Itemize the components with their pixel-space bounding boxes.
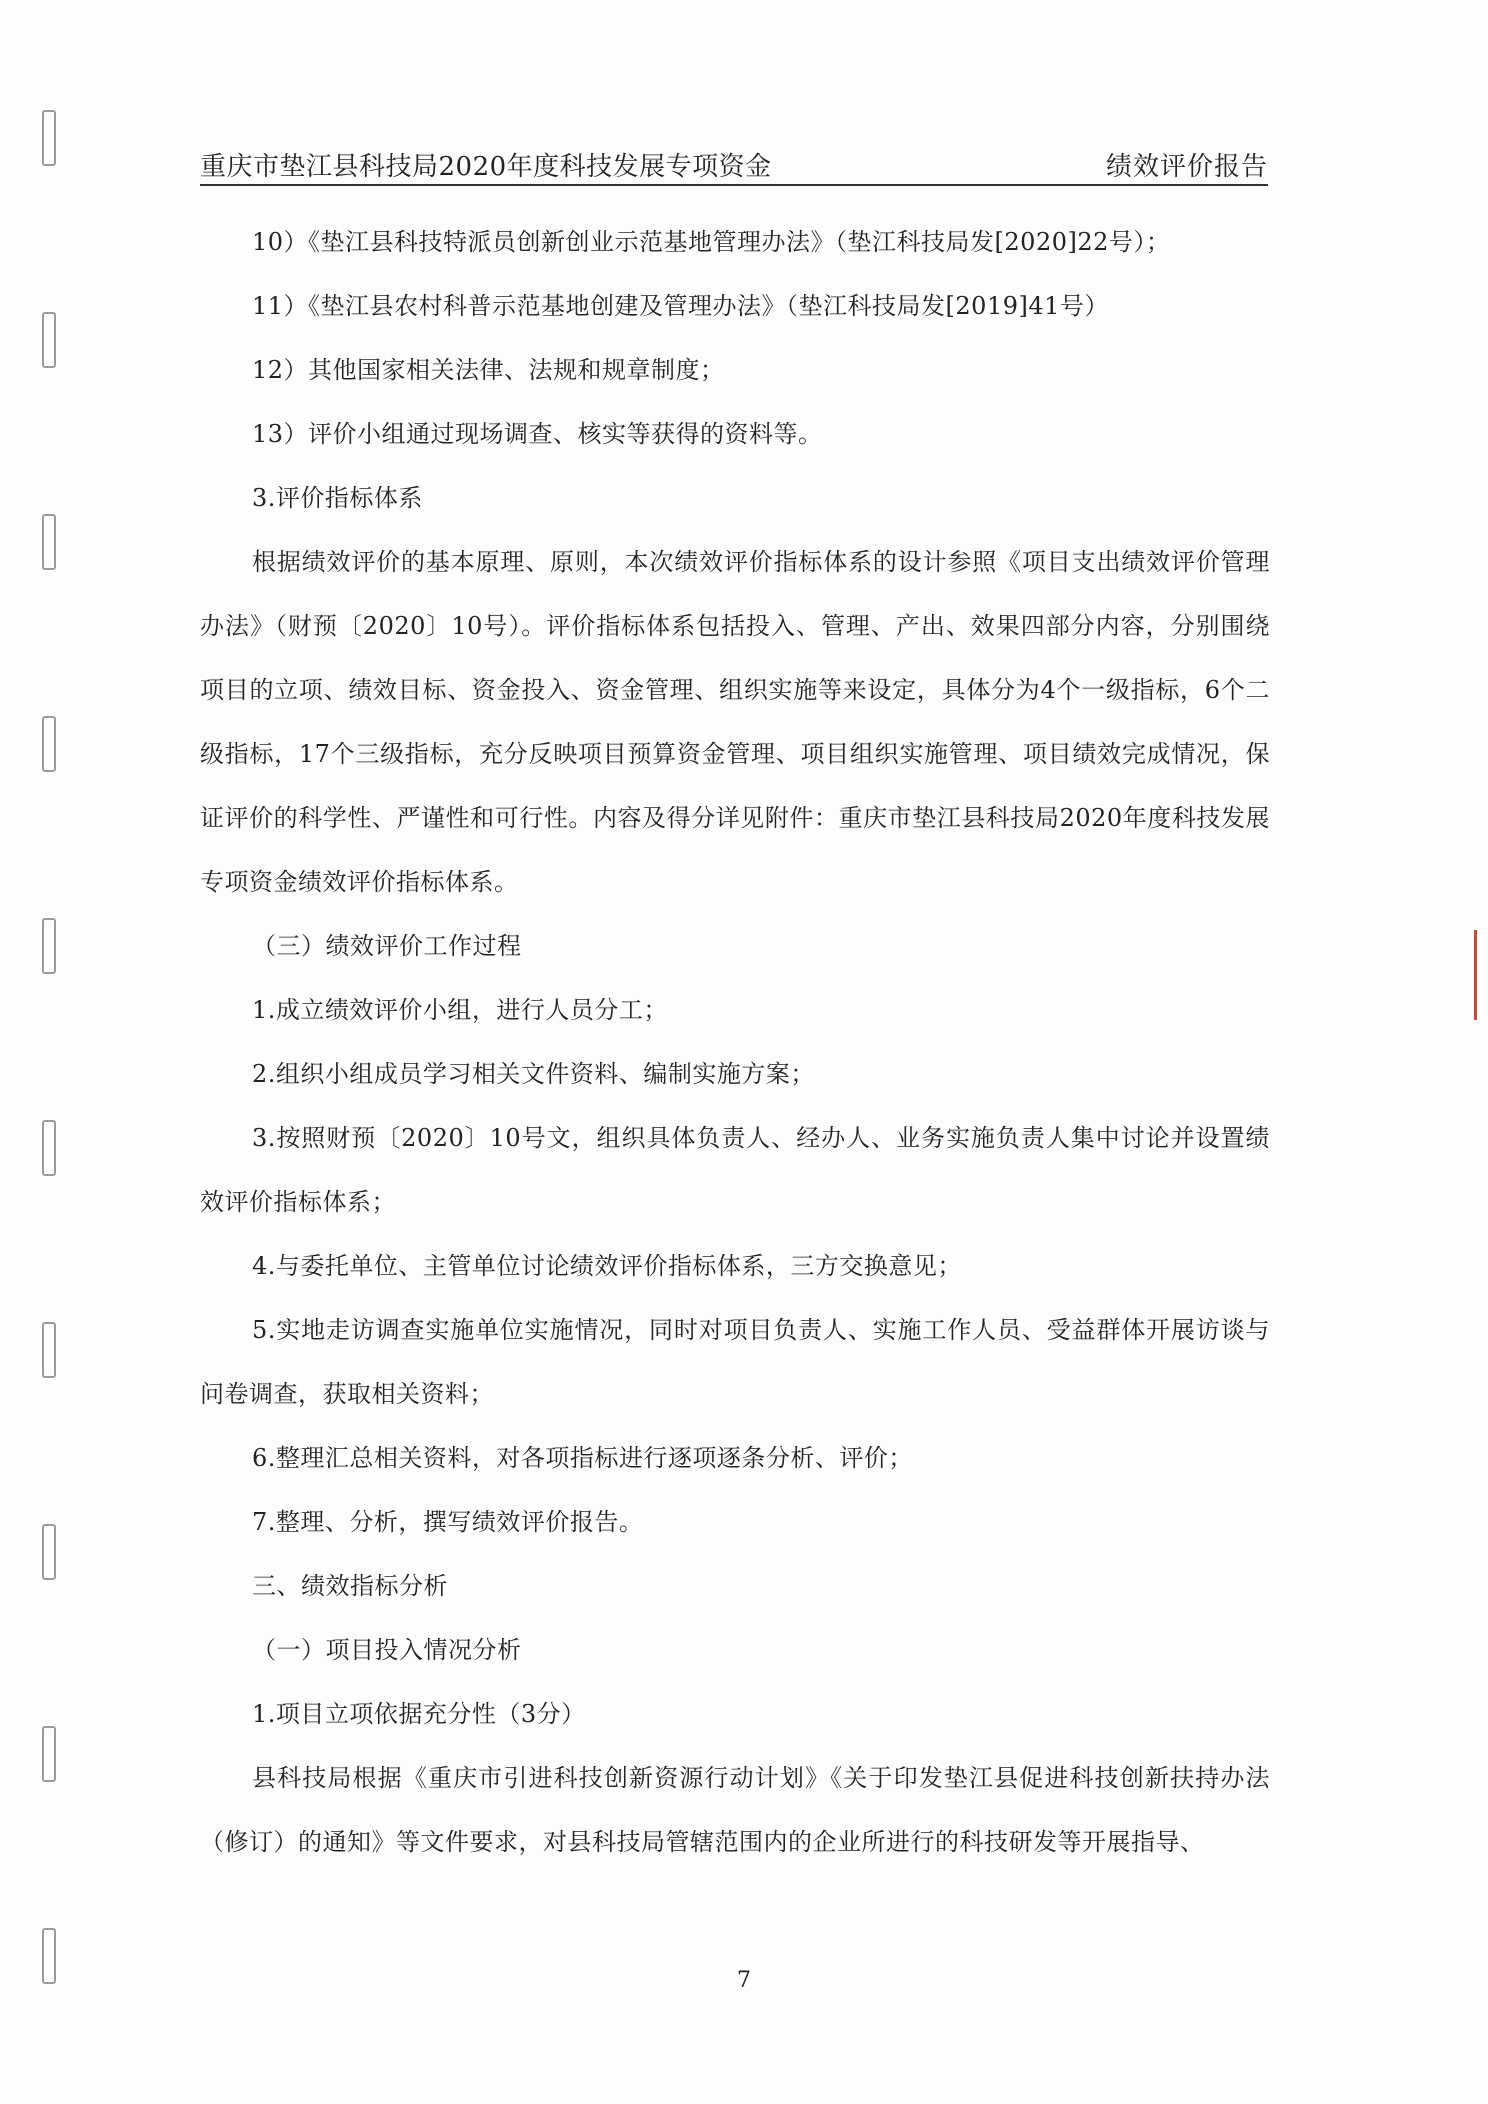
list-item: 3.按照财预〔2020〕10号文，组织具体负责人、经办人、业务实施负责人集中讨论并设置绩效评价指标体系； [200,1124,1270,1216]
section-heading: 三、绩效指标分析 [252,1572,448,1600]
paragraph: 11）《垫江县农村科普示范基地创建及管理办法》（垫江科技局发[2019]41号） [252,292,1109,320]
page-header [200,142,1268,186]
binding-hole-mark [42,1524,56,1580]
binding-hole-mark [42,1726,56,1782]
seal-edge-mark [1474,930,1477,1020]
binding-hole-mark [42,110,56,166]
binding-hole-mark [42,1120,56,1176]
list-item: 1.成立绩效评价小组，进行人员分工； [252,996,668,1024]
list-item: 6.整理汇总相关资料，对各项指标进行逐项逐条分析、评价； [252,1444,913,1472]
header-report-type: 绩效评价报告 [1105,152,1268,182]
list-item: 2.组织小组成员学习相关文件资料、编制实施方案； [252,1060,815,1088]
binding-hole-mark [42,1322,56,1378]
binding-hole-mark [42,312,56,368]
list-item: 5.实地走访调查实施单位实施情况，同时对项目负责人、实施工作人员、受益群体开展访谈与问卷调查，获取相关资料； [200,1316,1270,1408]
list-item: 4.与委托单位、主管单位讨论绩效评价指标体系，三方交换意见； [252,1252,962,1280]
section-heading: （一）项目投入情况分析 [252,1636,522,1664]
paragraph: 根据绩效评价的基本原理、原则，本次绩效评价指标体系的设计参照《项目支出绩效评价管理办法》（财预〔2020〕10号）。评价指标体系包括投入、管理、产出、效果四部分内容，分别围绕项目的立项、绩效目标、资金投入、资金管理、组织实施等来设定，具体分为4个一级指标，6个二级指标，17个三级指标，充分反映项目预算资金管理、项目组织实施管理、项目绩效完成情况，保证评价的科学性、严谨性和可行性。内容及得分详见附件：重庆市垫江县科技局2020年度科技发展专项资金绩效评价指标体系。 [200,548,1270,896]
binding-hole-mark [42,514,56,570]
body-text [200,210,1270,1874]
list-item: 7.整理、分析，撰写绩效评价报告。 [252,1508,644,1536]
paragraph: 县科技局根据《重庆市引进科技创新资源行动计划》《关于印发垫江县促进科技创新扶持办法（修订）的通知》等文件要求，对县科技局管辖范围内的企业所进行的科技研发等开展指导、 [200,1764,1270,1856]
binding-hole-mark [42,918,56,974]
binding-hole-mark [42,716,56,772]
header-title: 重庆市垫江县科技局2020年度科技发展专项资金 [200,152,772,182]
section-heading: 1.项目立项依据充分性（3分） [252,1700,586,1728]
paragraph: 10）《垫江县科技特派员创新创业示范基地管理办法》（垫江科技局发[2020]22号）； [252,228,1171,256]
page-number: 7 [737,1968,751,1993]
section-heading: （三）绩效评价工作过程 [252,932,522,960]
paragraph: 13）评价小组通过现场调查、核实等获得的资料等。 [252,420,823,448]
paragraph: 12）其他国家相关法律、法规和规章制度； [252,356,725,384]
section-heading: 3.评价指标体系 [252,484,423,512]
